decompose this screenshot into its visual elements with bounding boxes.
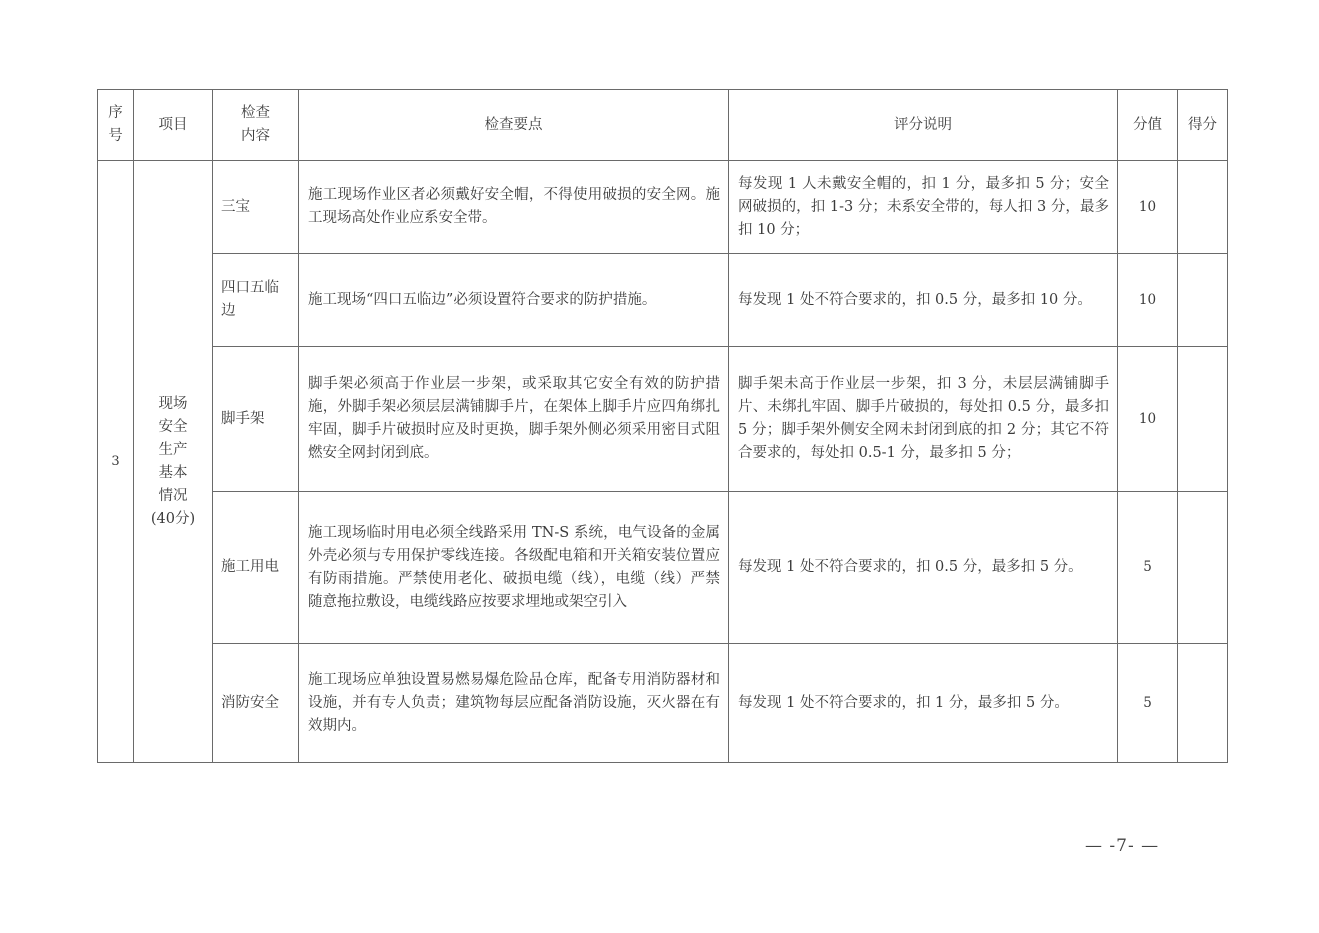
- row-content: 脚手架: [213, 347, 299, 492]
- header-content: 检查内容: [213, 90, 299, 161]
- header-score: 得分: [1178, 90, 1228, 161]
- row-points: 脚手架必须高于作业层一步架，或采取其它安全有效的防护措施，外脚手架必须层层满铺脚手片，在架体上脚手片应四角绑扎牢固，脚手片破损时应及时更换，脚手架外侧必须采用密目式阻燃安全网封闭到底。: [299, 347, 729, 492]
- header-scoring: 评分说明: [729, 90, 1118, 161]
- row-scoring: 每发现 1 处不符合要求的，扣 0.5 分，最多扣 10 分。: [729, 254, 1118, 347]
- row-content: 四口五临边: [213, 254, 299, 347]
- row-value: 10: [1118, 161, 1178, 254]
- table-row: [98, 492, 1228, 644]
- section-project-score: (40分): [150, 510, 196, 527]
- row-score-cell[interactable]: [1178, 644, 1228, 763]
- section-index: 3: [98, 161, 134, 763]
- row-score-cell[interactable]: [1178, 347, 1228, 492]
- row-score-cell[interactable]: [1178, 254, 1228, 347]
- table-row: [98, 347, 1228, 492]
- table-row: [98, 254, 1228, 347]
- row-scoring: 每发现 1 处不符合要求的，扣 1 分，最多扣 5 分。: [729, 644, 1118, 763]
- header-points: 检查要点: [299, 90, 729, 161]
- row-scoring: 每发现 1 人未戴安全帽的，扣 1 分，最多扣 5 分；安全网破损的，扣 1-3 分；未系安全带的，每人扣 3 分，最多扣 10 分；: [729, 161, 1118, 254]
- row-content: 消防安全: [213, 644, 299, 763]
- row-points: 施工现场临时用电必须全线路采用 TN-S 系统，电气设备的金属外壳必须与专用保护零线连接。各级配电箱和开关箱安装位置应有防雨措施。严禁使用老化、破损电缆（线），电缆（线）严禁随意拖拉敷设，电缆线路应按要求埋地或架空引入: [299, 492, 729, 644]
- row-value: 5: [1118, 644, 1178, 763]
- row-value: 5: [1118, 492, 1178, 644]
- row-scoring: 每发现 1 处不符合要求的，扣 0.5 分，最多扣 5 分。: [729, 492, 1118, 644]
- row-content: 三宝: [213, 161, 299, 254]
- header-value: 分值: [1118, 90, 1178, 161]
- table-header-row: [98, 90, 1228, 161]
- row-scoring: 脚手架未高于作业层一步架，扣 3 分，未层层满铺脚手片、未绑扎牢固、脚手片破损的，每处扣 0.5 分，最多扣 5 分；脚手架外侧安全网未封闭到底的扣 2 分；其它不符合要求的，每处扣 0.5-1 分，最多扣 5 分；: [729, 347, 1118, 492]
- section-project-name: 现场安全生产基本情况: [158, 395, 188, 504]
- row-score-cell[interactable]: [1178, 161, 1228, 254]
- table-row: [98, 161, 1228, 254]
- header-project: 项目: [134, 90, 213, 161]
- row-value: 10: [1118, 254, 1178, 347]
- row-points: 施工现场“四口五临边”必须设置符合要求的防护措施。: [299, 254, 729, 347]
- safety-inspection-table: [97, 89, 1228, 763]
- row-value: 10: [1118, 347, 1178, 492]
- row-score-cell[interactable]: [1178, 492, 1228, 644]
- section-project: [134, 161, 213, 763]
- row-points: 施工现场作业区者必须戴好安全帽，不得使用破损的安全网。施工现场高处作业应系安全带。: [299, 161, 729, 254]
- row-points: 施工现场应单独设置易燃易爆危险品仓库，配备专用消防器材和设施，并有专人负责；建筑物每层应配备消防设施，灭火器在有效期内。: [299, 644, 729, 763]
- header-index: 序号: [98, 90, 134, 161]
- page-number: — -7- —: [1085, 836, 1160, 856]
- row-content: 施工用电: [213, 492, 299, 644]
- table-row: [98, 644, 1228, 763]
